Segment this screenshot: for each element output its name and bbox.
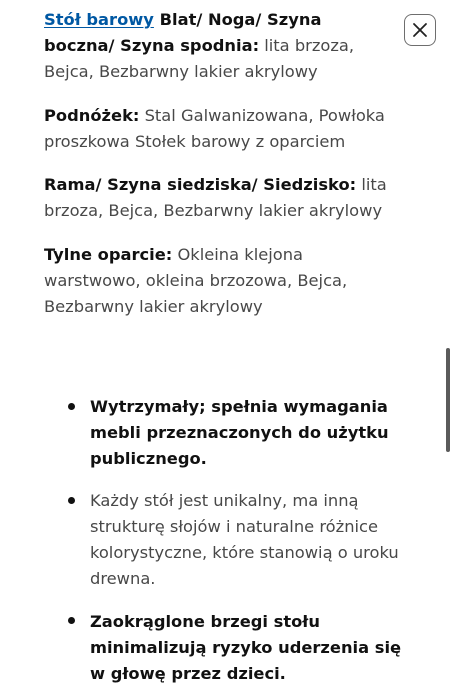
close-button[interactable] [404,14,436,46]
bullet-icon [68,617,75,624]
material-spec-backrest [44,242,394,320]
spec-value: lita brzoza, Bejca, Bezbarwny lakier akrylowy [44,175,387,220]
spec-value: Stal Galwanizowana, Powłoka proszkowa Stołek barowy z oparciem [44,106,385,151]
spec-label: Podnóżek: [44,106,140,125]
bullet-icon [68,497,75,504]
feature-item: Każdy stół jest unikalny, ma inną strukturę słojów i naturalne różnice kolorystyczne, które stanowią o uroku drewna. [90,491,399,588]
product-link-table[interactable]: Stół barowy [44,10,154,29]
spec-label: Blat/ Noga/ Szyna boczna/ Szyna spodnia: [44,10,322,55]
feature-item: Zaokrąglone brzegi stołu minimalizują ryzyko uderzenia się w głowę przez dzieci. [90,612,402,683]
material-spec-footrest [44,103,394,155]
spec-label: Tylne oparcie: [44,245,173,264]
feature-item: Wytrzymały; spełnia wymagania mebli przeznaczonych do użytku publicznego. [90,397,389,468]
material-spec-seat [44,172,394,224]
bullet-icon [68,403,75,410]
spec-value: lita brzoza, Bejca, Bezbarwny lakier akrylowy [44,36,355,81]
material-spec-table [44,7,394,85]
spec-label: Rama/ Szyna siedziska/ Siedzisko: [44,175,357,194]
scrollbar-thumb[interactable] [446,348,450,452]
close-icon [412,22,428,38]
spec-value: Okleina klejona warstwowo, okleina brzozowa, Bejca, Bezbarwny lakier akrylowy [44,245,348,316]
